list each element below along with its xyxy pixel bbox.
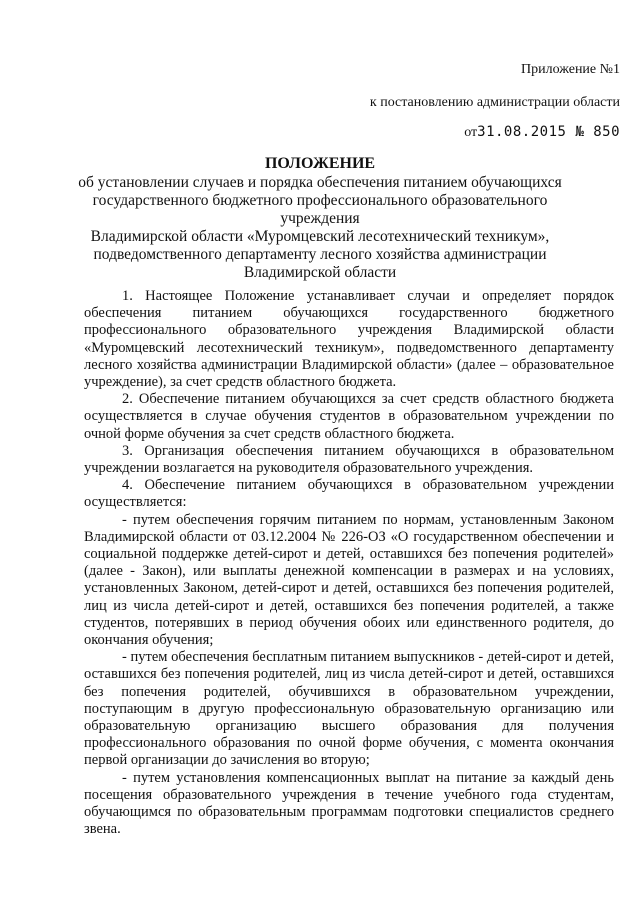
date-stamp: 31.08.2015 № 850 [477,124,620,140]
paragraph: 2. Обеспечение питанием обучающихся за счет средств областного бюджета осуществляется в случае обучения студентов в образовательном учреждении по очной форме обучения за счет средств областного бюджета. [84,391,614,442]
title-line: подведомственного департаменту лесного хозяйства администрации [93,246,547,263]
document-body [84,288,614,839]
paragraph: 3. Организация обеспечения питанием обучающихся в образовательном учреждении возлагается на руководителя образовательного учреждения. [84,442,614,477]
paragraph: 1. Настоящее Положение устанавливает случаи и определяет порядок обеспечения питанием обучающихся государственного бюджетного профессионального образовательного учреждения Владимирской области «Муромцевский лесотехнический техникум», подведомственного департаменту лесного хозяйства администрации Владимирской области» (далее – образовательное учреждение), за счет средств областного бюджета. [84,288,614,391]
list-item: - путем обеспечения горячим питанием по нормам, установленным Законом Владимирской области от 03.12.2004 № 226-ОЗ «О государственном обеспечении и социальной поддержке детей-сирот и детей, оставшихся без попечения родителей» (далее - Закон), или выплаты денежной компенсации в размерах и на условиях, установленных Законом, детей-сирот и детей, оставшихся без попечения родителей, лиц из числа детей-сирот и детей, оставшихся без попечения родителей, а также студентов, потерявших в период обучения обоих или единственного родителя, до окончания обучения; [84,511,614,649]
title-line: Владимирской области [243,264,397,281]
title-line: государственного бюджетного профессионального образовательного учреждения [92,192,548,227]
decree-reference: к постановлению администрации области [369,95,620,110]
title-line: Владимирской области «Муромцевский лесотехнический техникум», [90,228,550,245]
document-heading: ПОЛОЖЕНИЕ [264,155,376,172]
title-line: об установлении случаев и порядка обеспечения питанием обучающихся [78,174,562,191]
appendix-label: Приложение №1 [521,62,620,77]
paragraph: 4. Обеспечение питанием обучающихся в образовательном учреждении осуществляется: [84,477,614,511]
list-item: - путем обеспечения бесплатным питанием выпускников - детей-сирот и детей, оставшихся без попечения родителей, лиц из числа детей-сирот и детей, оставшихся без попечения родителей, обучившихся в образовательном учреждении, поступающим в другую профессиональную образовательную организацию или образовательную организацию высшего образования для получения профессионального образования по очной форме обучения, с момента окончания первой организации до зачисления во вторую; [84,649,614,769]
date-prefix: от [464,125,478,140]
document-title-block [60,155,580,282]
decree-date-line [464,124,620,141]
list-item: - путем установления компенсационных выплат на питание за каждый день посещения образовательного учреждения в течение учебного года студентам, обучающимся по образовательным программам подготовки специалистов среднего звена. [84,769,614,838]
